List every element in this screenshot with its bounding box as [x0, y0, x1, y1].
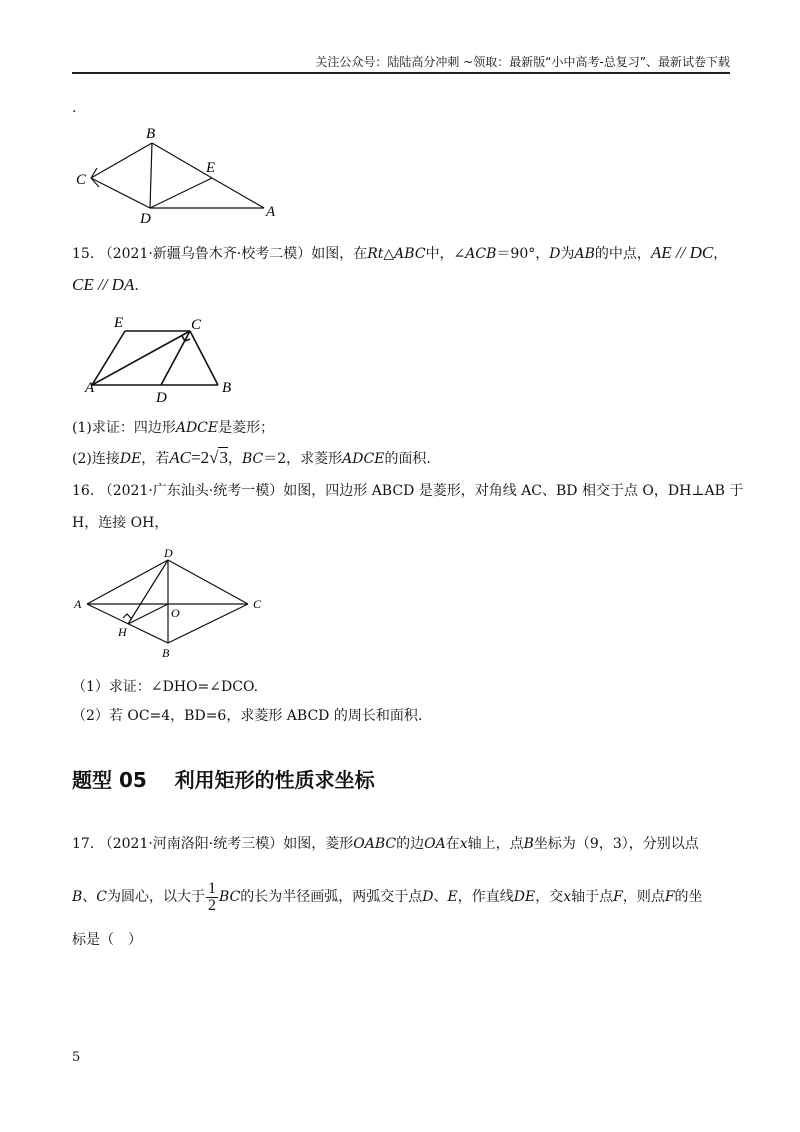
q16-stem-line1: 16. （2021·广东汕头·统考一模）如图，四边形 ABCD 是菱形，对角线 AC、BD 相交于点 O，DH⊥AB 于 — [72, 483, 744, 499]
fig14-label-D: D — [140, 211, 151, 227]
fig14-label-C: C — [76, 172, 87, 188]
fig14-label-B: B — [146, 126, 156, 142]
q15-stem-line2: CE // DA. — [72, 275, 139, 294]
header-rule — [72, 72, 730, 74]
q16-part1: （1）求证：∠DHO=∠DCO. — [72, 679, 259, 695]
fig16-label-H: H — [118, 625, 127, 639]
fig15-label-A: A — [85, 380, 95, 396]
fig16-label-B: B — [162, 646, 170, 660]
q15-part2: (2)连接DE，若AC=2√3，BC＝2，求菱形ADCE的面积. — [72, 448, 431, 467]
q16-stem-line2: H，连接 OH， — [72, 515, 169, 531]
fig14-label-E: E — [206, 160, 216, 176]
q17-stem-line3: 标是（ ） — [72, 932, 142, 948]
page-header: 关注公众号：陆陆高分冲刺 ~领取：最新版“小中高考-总复习”、最新试卷下载 — [315, 55, 730, 69]
q15-part1: (1)求证：四边形ADCE是菱形； — [72, 420, 275, 436]
q17-stem-line1: 17. （2021·河南洛阳·统考三模）如图，菱形OABC的边OA在x轴上，点B坐标为（9，3），分别以点 — [72, 836, 699, 852]
q17-stem-line2: B、C为圆心，以大于 $\frac{1}{2}$ BC的长为半径画弧，两弧交于点D、E，作直线DE，交x轴于点F，则点F的坐 — [72, 879, 703, 914]
page-number: 5 — [72, 1050, 81, 1065]
fig15-label-E: E — [114, 315, 124, 331]
fig15-label-B: B — [222, 380, 232, 396]
fig16-label-D: D — [164, 546, 173, 560]
fig15-label-C: C — [191, 317, 202, 333]
section-heading: 题型 05 利用矩形的性质求坐标 — [72, 768, 375, 792]
leading-dot: . — [72, 100, 77, 116]
fig15-label-D: D — [156, 390, 167, 406]
fig14-label-A: A — [266, 204, 276, 220]
fig16-label-O: O — [171, 606, 180, 620]
fraction-one-half: $\frac{1}{2}$ — [208, 879, 217, 914]
fig16-label-A: A — [74, 597, 82, 611]
fig16-label-C: C — [253, 597, 262, 611]
q15-stem-line1: 15. （2021·新疆乌鲁木齐·校考二模）如图，在Rt△ABC中，∠ACB＝90°，D为AB的中点，AE // DC， — [72, 243, 728, 262]
q16-part2: （2）若 OC=4，BD=6，求菱形 ABCD 的周长和面积. — [72, 708, 423, 724]
